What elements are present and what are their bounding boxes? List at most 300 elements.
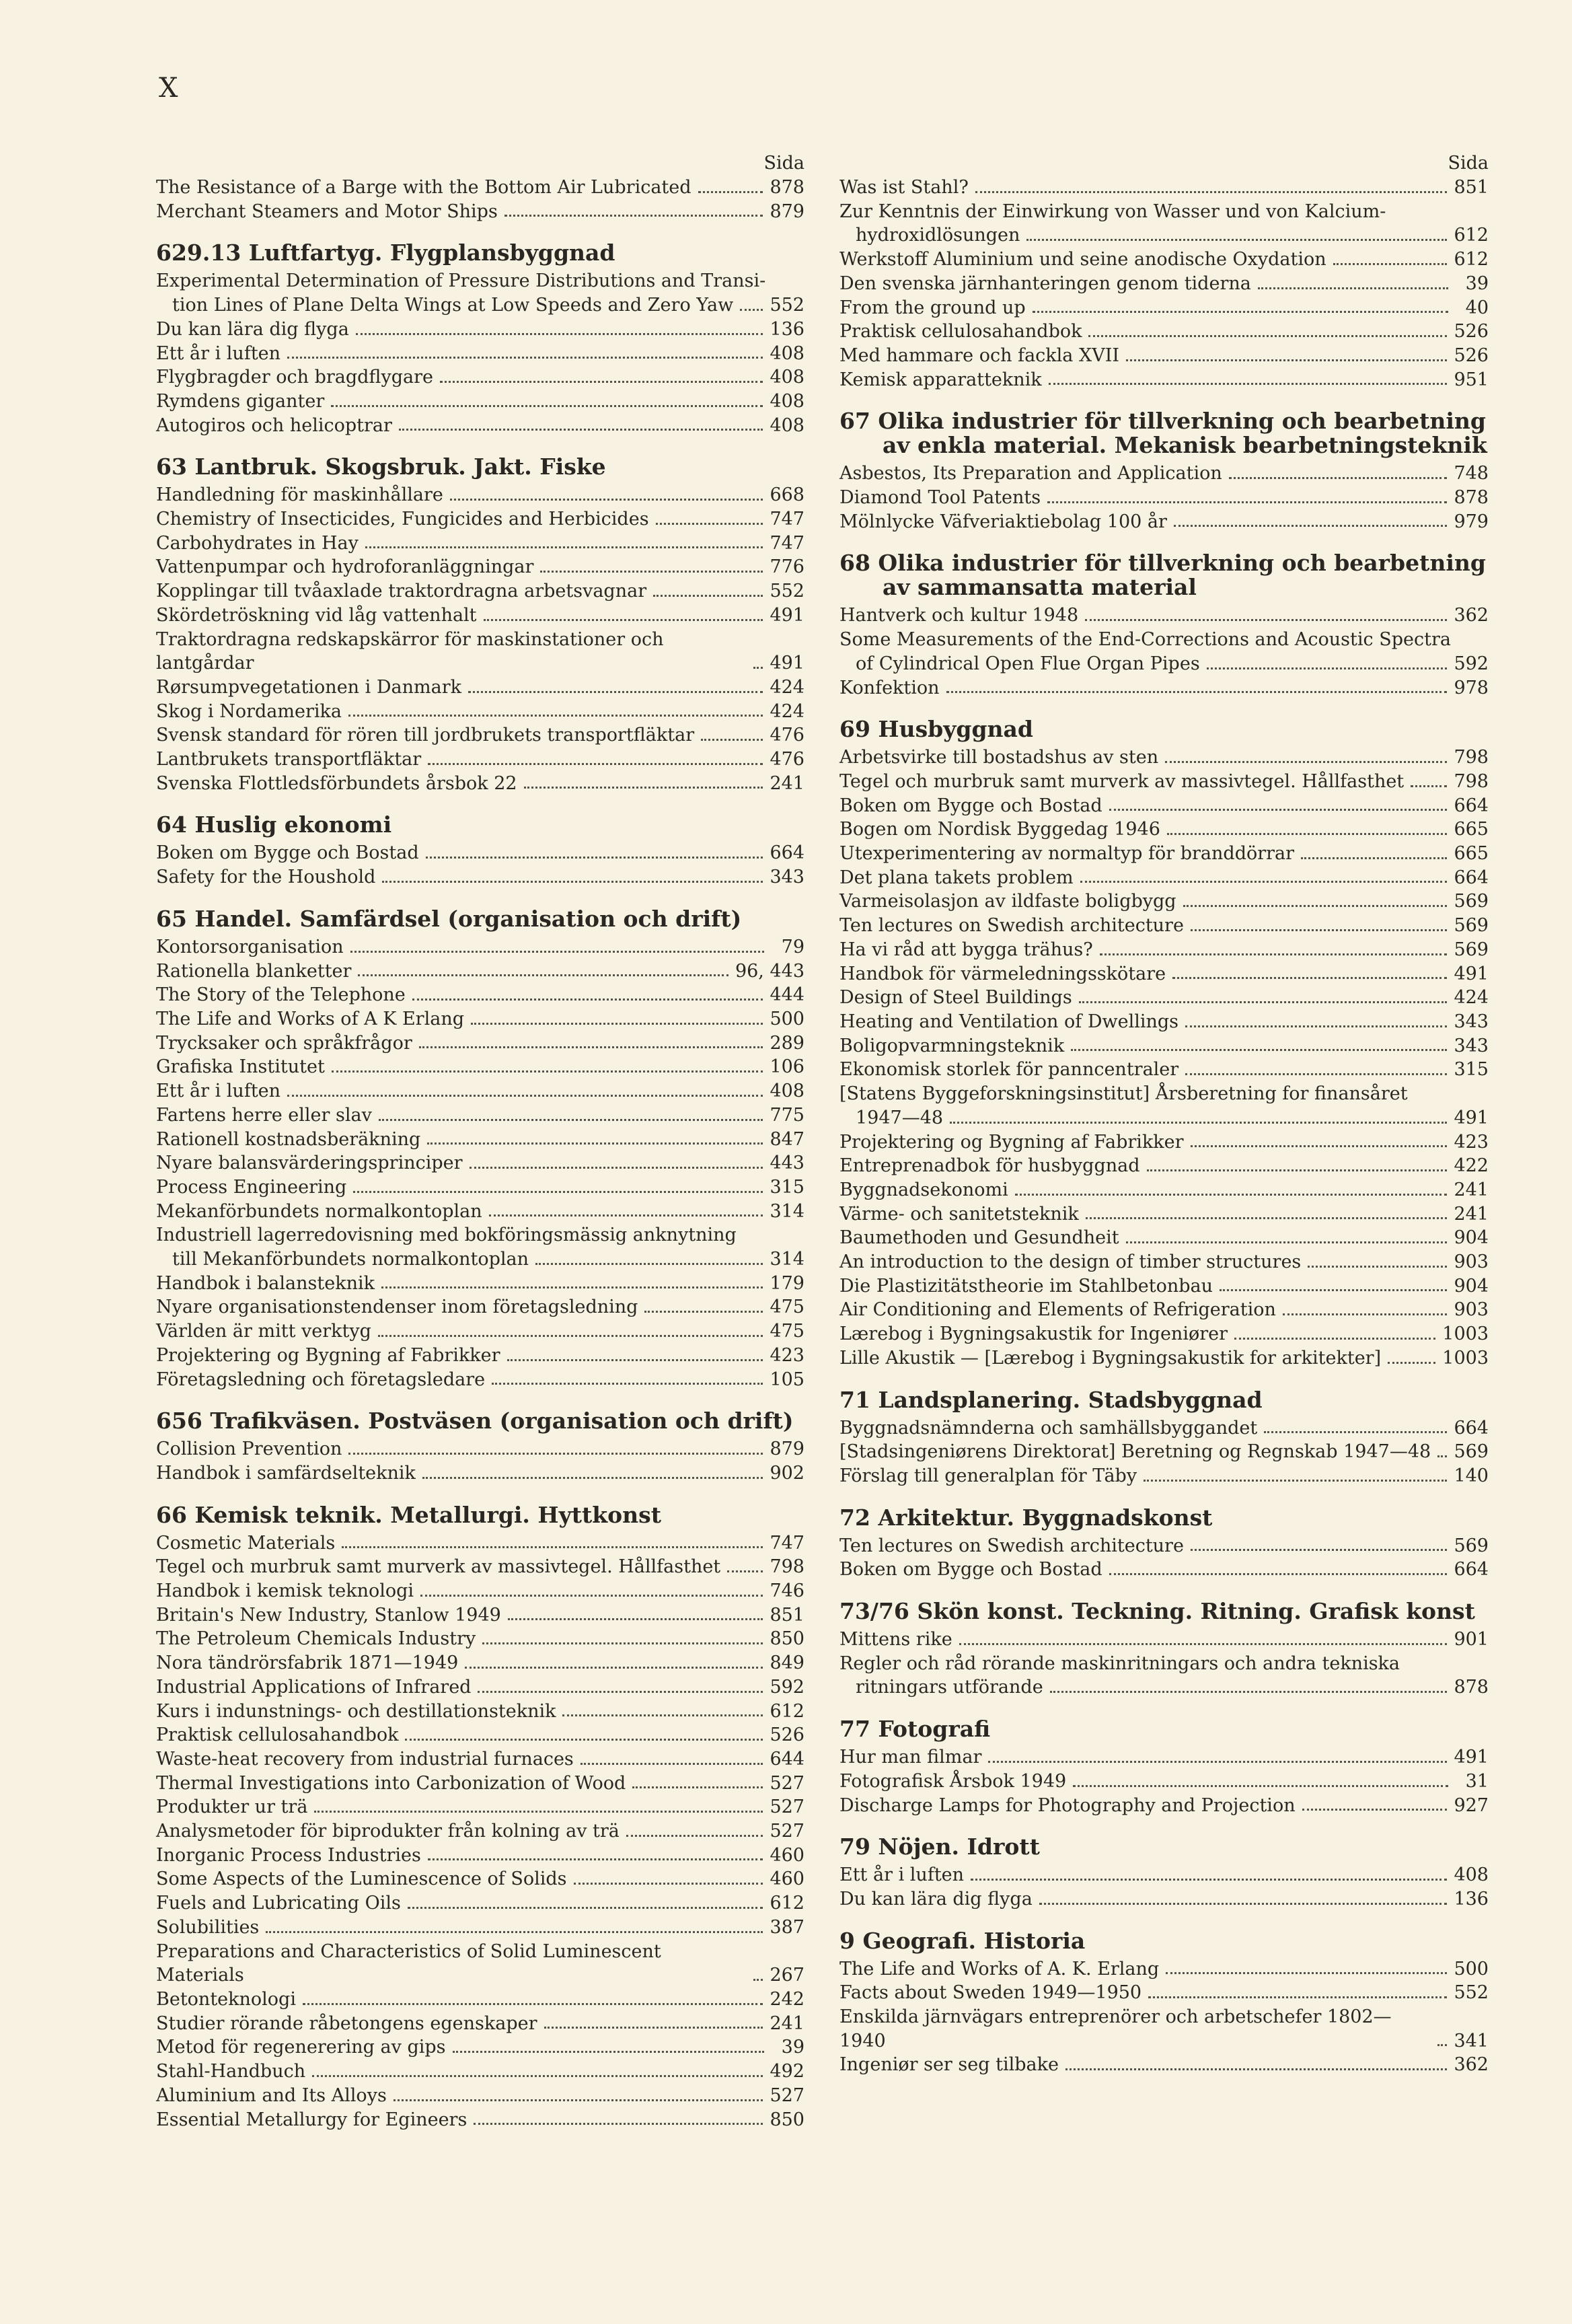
- index-entry: [839, 866, 1489, 890]
- index-entry: [156, 772, 804, 796]
- index-entry: [839, 628, 1489, 676]
- entry-page: 267: [770, 1965, 804, 1986]
- entry-title: Tegel och murbruk samt murverk av massivtegel. Hållfasthet: [156, 1556, 721, 1578]
- dot-leader: [356, 333, 763, 335]
- index-entry: [839, 200, 1489, 248]
- entry-page: 460: [770, 1868, 804, 1890]
- entry-title: Lantbrukets transportfläktar: [156, 749, 422, 770]
- dot-leader: [988, 1761, 1447, 1763]
- entry-page: 343: [1454, 1035, 1489, 1056]
- index-entry: [156, 1723, 804, 1747]
- entry-title: Förslag till generalplan för Täby: [839, 1465, 1137, 1486]
- dot-leader: [399, 429, 763, 431]
- dot-leader: [753, 667, 763, 669]
- index-entry: [156, 676, 804, 700]
- entry-title: Nora tändrörsfabrik 1871—1949: [156, 1653, 459, 1674]
- dot-leader: [1234, 1338, 1435, 1340]
- dot-leader: [581, 1763, 763, 1765]
- dot-leader: [1264, 1431, 1447, 1433]
- entry-title: Hur man filmar: [839, 1747, 982, 1768]
- entry-page: 951: [1454, 369, 1489, 390]
- entry-page: 444: [770, 984, 804, 1006]
- entry-title: Essential Metallurgy for Egineers: [156, 2109, 467, 2130]
- dot-leader: [1301, 857, 1447, 859]
- dot-leader: [1109, 1573, 1448, 1575]
- entry-title: Traktordragna redskapskärror för maskinstationer och lantgårdar: [156, 628, 664, 674]
- entry-page: 664: [1454, 1559, 1489, 1581]
- dot-leader: [698, 191, 763, 193]
- entry-page: 422: [1454, 1155, 1489, 1177]
- dot-leader: [1080, 881, 1448, 883]
- entry-page: 668: [770, 484, 804, 506]
- dot-leader: [426, 857, 763, 859]
- index-entry: [839, 1652, 1489, 1700]
- dot-leader: [1191, 1549, 1448, 1551]
- entry-title: Svenska Flottledsförbundets årsbok 22: [156, 772, 517, 794]
- entry-title: Produkter ur trä: [156, 1796, 308, 1818]
- dot-leader: [440, 381, 763, 383]
- index-entry: [156, 1055, 804, 1079]
- index-entry: [156, 2084, 804, 2108]
- section-heading: [839, 551, 1489, 600]
- index-entry: [156, 604, 804, 628]
- dot-leader: [353, 1191, 763, 1193]
- dot-leader: [1049, 383, 1448, 385]
- entry-title: The Life and Works of A. K. Erlang: [839, 1958, 1160, 1980]
- entry-title: Enskilda järnvägars entreprenörer och arbetschefer 1802—1940: [839, 2006, 1392, 2051]
- section-heading: [839, 717, 1489, 741]
- entry-title: Företagsledning och företagsledare: [156, 1369, 486, 1390]
- dot-leader: [1166, 1972, 1447, 1974]
- dot-leader: [653, 595, 763, 597]
- index-entry: [156, 1128, 804, 1152]
- index-entry: [839, 320, 1489, 344]
- section-heading: [156, 813, 804, 837]
- index-entry: [156, 483, 804, 507]
- entry-page: 851: [770, 1604, 804, 1626]
- dot-leader: [1183, 905, 1448, 907]
- entry-title: Design of Steel Buildings: [839, 987, 1072, 1009]
- dot-leader: [1126, 1241, 1448, 1243]
- index-entry: [839, 1274, 1489, 1299]
- index-entry: [839, 1130, 1489, 1155]
- entry-page: 903: [1454, 1299, 1489, 1321]
- dot-leader: [1411, 785, 1447, 787]
- index-entry: [156, 200, 804, 224]
- entry-page: 901: [1454, 1629, 1489, 1650]
- entry-title: Fotografisk Årsbok 1949: [839, 1770, 1067, 1792]
- entry-page: 408: [1454, 1864, 1489, 1886]
- section-heading: [839, 409, 1489, 458]
- entry-title: Studier rörande råbetongens egenskaper: [156, 2012, 537, 2034]
- entry-title: Chemistry of Insecticides, Fungicides and Herbicides: [156, 509, 649, 530]
- entry-title: Handledning för maskinhållare: [156, 484, 443, 506]
- entry-page: 241: [1454, 1179, 1489, 1200]
- index-entry: [839, 746, 1489, 770]
- entry-title: Preparations and Characteristics of Solid Luminescent Materials: [156, 1940, 661, 1986]
- dot-leader: [266, 1931, 763, 1933]
- entry-page: 242: [770, 1989, 804, 2010]
- entry-title: The Petroleum Chemicals Industry: [156, 1628, 476, 1650]
- dot-leader: [358, 974, 728, 976]
- index-entry: [839, 1010, 1489, 1034]
- index-entry: [839, 176, 1489, 200]
- entry-page: 904: [1454, 1275, 1489, 1297]
- entry-title: Ten lectures on Swedish architecture: [839, 1535, 1184, 1556]
- entry-page: 878: [770, 177, 804, 198]
- section-heading: [156, 1503, 804, 1527]
- entry-title: Tegel och murbruk samt murverk av massivtegel. Hållfasthet: [839, 770, 1405, 792]
- entry-page: 979: [1454, 511, 1489, 532]
- entry-title: Byggnadsnämnderna och samhällsbyggandet: [839, 1417, 1258, 1439]
- index-entry: [839, 462, 1489, 486]
- dot-leader: [287, 1095, 763, 1097]
- entry-title: Regler och råd rörande maskinritningars och andra tekniska: [839, 1653, 1400, 1674]
- entry-title: Trycksaker och språkfrågor: [156, 1032, 412, 1054]
- entry-page: 475: [770, 1321, 804, 1342]
- entry-title: Boligopvarmningsteknik: [839, 1035, 1065, 1056]
- entry-title: Was ist Stahl?: [839, 177, 969, 198]
- dot-leader: [303, 2003, 763, 2005]
- section-heading-line: 656 Trafikväsen. Postväsen (organisation och drift): [156, 1408, 794, 1435]
- section-heading-line: 73/76 Skön konst. Teckning. Ritning. Grafisk konst: [839, 1598, 1475, 1625]
- entry-page: 552: [1454, 1982, 1489, 2004]
- index-entry: [839, 1770, 1489, 1794]
- entry-page: 851: [1454, 177, 1489, 198]
- entry-page: 798: [1454, 747, 1489, 768]
- entry-page: 39: [781, 2037, 804, 2058]
- dot-leader: [1047, 501, 1447, 503]
- entry-page: 476: [770, 749, 804, 770]
- section-heading-line: 68 Olika industrier för tillverkning och bearbetning: [839, 550, 1486, 577]
- section-heading-line: av enkla material. Mekanisk bearbetningsteknik: [883, 432, 1487, 459]
- dot-leader: [971, 1879, 1447, 1881]
- entry-title: The Life and Works of A K Erlang: [156, 1008, 464, 1029]
- index-entry: [839, 1226, 1489, 1250]
- section-heading-line: 66 Kemisk teknik. Metallurgi. Hyttkonst: [156, 1501, 661, 1528]
- dot-leader: [1065, 2068, 1448, 2070]
- dot-leader: [350, 951, 764, 953]
- entry-title: Air Conditioning and Elements of Refrigeration: [839, 1299, 1276, 1321]
- dot-leader: [1165, 761, 1447, 763]
- section-heading: [839, 1835, 1489, 1859]
- entry-title: Solubilities: [156, 1916, 260, 1938]
- index-entry: [156, 507, 804, 532]
- entry-page: 315: [770, 1176, 804, 1198]
- entry-title: Some Aspects of the Luminescence of Solids: [156, 1868, 567, 1890]
- entry-title: Analysmetoder för biprodukter från kolning av trä: [156, 1821, 620, 1842]
- index-entry: [156, 748, 804, 772]
- entry-title: Skördetröskning vid låg vattenhalt: [156, 604, 477, 626]
- section-heading-line: 64 Huslig ekonomi: [156, 811, 392, 838]
- index-entry: [156, 318, 804, 342]
- entry-title: Die Plastizitätstheorie im Stahlbetonbau: [839, 1275, 1213, 1297]
- entry-page: 592: [1454, 653, 1489, 674]
- index-entry: [156, 176, 804, 200]
- entry-title: Some Measurements of the End-Corrections and Acoustic Spectra: [839, 629, 1451, 651]
- index-entry: [156, 1437, 804, 1461]
- index-entry: [839, 1887, 1489, 1912]
- entry-title: An introduction to the design of timber structures: [839, 1251, 1302, 1273]
- entry-page: 475: [770, 1297, 804, 1318]
- entry-title: Ingeniør ser seg tilbake: [839, 2054, 1059, 2076]
- entry-title: Bogen om Nordisk Byggedag 1946: [839, 819, 1160, 840]
- entry-page: 476: [770, 725, 804, 746]
- index-entry: [839, 962, 1489, 986]
- entry-title: Den svenska järnhanteringen genom tiderna: [839, 273, 1251, 294]
- index-entry: [156, 1368, 804, 1392]
- index-entry: [156, 1867, 804, 1891]
- index-entry: [156, 1891, 804, 1916]
- index-entry: [156, 983, 804, 1007]
- dot-leader: [1148, 1996, 1447, 1998]
- dot-leader: [1207, 667, 1448, 669]
- entry-title: Fuels and Lubricating Oils: [156, 1893, 401, 1914]
- dot-leader: [1126, 359, 1447, 361]
- entry-title: Värme- och sanitetsteknik: [839, 1203, 1079, 1225]
- entry-title: Britain's New Industry, Stanlow 1949: [156, 1604, 501, 1626]
- sida-label: Sida: [1448, 153, 1489, 174]
- entry-page: 569: [1454, 915, 1489, 937]
- sida-label: Sida: [763, 153, 804, 174]
- index-entry: [839, 770, 1489, 794]
- entry-page: 748: [1454, 463, 1489, 484]
- dot-leader: [287, 357, 763, 359]
- entry-title: Mittens rike: [839, 1629, 952, 1650]
- entry-page: 491: [1454, 963, 1489, 984]
- entry-title: Boken om Bygge och Bostad: [156, 842, 419, 864]
- entry-page: 424: [770, 676, 804, 698]
- entry-continuation: [839, 1106, 1489, 1130]
- entry-page: 612: [1454, 249, 1489, 270]
- dot-leader: [314, 1811, 763, 1813]
- entry-page: 241: [770, 2012, 804, 2034]
- entry-title: Vattenpumpar och hydroforanläggningar: [156, 556, 534, 578]
- entry-page: 1003: [1442, 1347, 1489, 1369]
- dot-leader: [535, 1263, 763, 1265]
- index-entry: [839, 1794, 1489, 1818]
- entry-page: 491: [770, 604, 804, 626]
- entry-page: 878: [1454, 487, 1489, 509]
- entry-title: Skog i Nordamerika: [156, 700, 342, 722]
- entry-title: Aluminium and Its Alloys: [156, 2084, 387, 2106]
- index-entry: [156, 1700, 804, 1724]
- entry-page: 526: [1454, 344, 1489, 366]
- entry-page: 491: [1454, 1747, 1489, 1768]
- entry-title: Experimental Determination of Pressure Distributions and Transi-: [156, 270, 766, 292]
- dot-leader: [450, 499, 763, 501]
- index-entry: [839, 604, 1489, 628]
- entry-title: From the ground up: [839, 297, 1026, 318]
- index-entry: [839, 1202, 1489, 1227]
- entry-title: Discharge Lamps for Photography and Projection: [839, 1794, 1296, 1816]
- section-heading: [839, 1929, 1489, 1953]
- entry-page: 314: [770, 1249, 804, 1270]
- entry-page: 408: [770, 390, 804, 412]
- entry-title: Kemisk apparatteknik: [839, 369, 1042, 390]
- dot-leader: [1258, 287, 1448, 289]
- entry-page: 315: [1454, 1059, 1489, 1081]
- dot-leader: [420, 1595, 763, 1597]
- entry-title: Byggnadsekonomi: [839, 1179, 1008, 1200]
- dot-leader: [428, 763, 763, 765]
- section-heading: [839, 1506, 1489, 1530]
- index-entry: [156, 1031, 804, 1056]
- entry-page: 443: [770, 1153, 804, 1174]
- dot-leader: [1191, 929, 1448, 931]
- entry-title: Rymdens giganter: [156, 390, 325, 412]
- section-heading: [156, 907, 804, 931]
- index-entry: [839, 1322, 1489, 1346]
- entry-title: Kurs i indunstnings- och destillationsteknik: [156, 1700, 556, 1722]
- index-entry: [839, 1298, 1489, 1322]
- entry-page: 850: [770, 1628, 804, 1650]
- dot-leader: [701, 739, 763, 741]
- entry-page: 136: [770, 318, 804, 340]
- index-entry: [156, 1344, 804, 1368]
- entry-title: The Resistance of a Barge with the Bottom Air Lubricated: [156, 177, 691, 198]
- index-entry: [156, 1747, 804, 1772]
- entry-page: 849: [770, 1653, 804, 1674]
- entry-page: 879: [770, 201, 804, 222]
- index-entry: [839, 986, 1489, 1010]
- entry-page: 40: [1465, 297, 1489, 318]
- index-column-right: [839, 151, 1489, 2077]
- section-heading-line: 79 Nöjen. Idrott: [839, 1833, 1040, 1860]
- index-entry: [156, 1579, 804, 1603]
- dot-leader: [419, 1046, 763, 1048]
- dot-leader: [1191, 1145, 1448, 1147]
- dot-leader: [959, 1643, 1448, 1645]
- entry-title: Världen är mitt verktyg: [156, 1321, 371, 1342]
- index-entry: [156, 1295, 804, 1319]
- entry-continuation: [156, 1247, 804, 1272]
- dot-leader: [1144, 1480, 1447, 1482]
- entry-page: 569: [1454, 891, 1489, 912]
- dot-leader: [632, 1786, 763, 1788]
- dot-leader: [1388, 1362, 1435, 1364]
- entry-title: Ten lectures on Swedish architecture: [839, 915, 1184, 937]
- dot-leader: [1437, 1455, 1447, 1457]
- entry-page: 341: [1454, 2030, 1489, 2051]
- index-entry: [156, 1200, 804, 1224]
- section-heading: [839, 1717, 1489, 1741]
- entry-page: 552: [770, 295, 804, 316]
- entry-continuation: [839, 652, 1489, 676]
- dot-leader: [1079, 1001, 1448, 1003]
- index-entry: [839, 1250, 1489, 1274]
- page-number: X: [159, 73, 178, 104]
- dot-leader: [382, 881, 763, 883]
- entry-title: Nyare organisationstendenser inom företagsledning: [156, 1297, 638, 1318]
- entry-title: Zur Kenntnis der Einwirkung von Wasser und von Kalcium-: [839, 201, 1386, 222]
- dot-leader: [508, 1618, 763, 1620]
- dot-leader: [365, 546, 763, 548]
- dot-leader: [312, 2075, 763, 2077]
- dot-leader: [1174, 525, 1448, 527]
- entry-title: Facts about Sweden 1949—1950: [839, 1982, 1142, 2004]
- entry-title: Ett år i luften: [156, 342, 281, 364]
- entry-title: Praktisk cellulosahandbok: [156, 1724, 399, 1746]
- dot-leader: [1033, 311, 1448, 313]
- entry-title: [Statens Byggeforskningsinstitut] Årsberetning for finansåret: [839, 1083, 1408, 1105]
- index-entry: [839, 889, 1489, 914]
- entry-title: Projektering og Bygning af Fabrikker: [156, 1344, 500, 1366]
- index-entry: [156, 865, 804, 889]
- entry-title: Grafiska Institutet: [156, 1056, 325, 1078]
- dot-leader: [1333, 263, 1448, 265]
- dot-leader: [1302, 1809, 1448, 1811]
- index-entry: [839, 1957, 1489, 1982]
- index-entry: [839, 2053, 1489, 2077]
- index-entry: [156, 532, 804, 556]
- entry-title: Werkstoff Aluminium und seine anodische Oxydation: [839, 249, 1326, 270]
- index-entry: [839, 1154, 1489, 1178]
- entry-title: Ekonomisk storlek för panncentraler: [839, 1059, 1179, 1081]
- entry-title: Stahl-Handbuch: [156, 2061, 306, 2082]
- section-heading: [156, 241, 804, 265]
- index-entry: [839, 914, 1489, 938]
- entry-page: 343: [770, 867, 804, 888]
- entry-page: 798: [770, 1556, 804, 1578]
- dot-leader: [656, 523, 763, 525]
- dot-leader: [381, 1286, 763, 1288]
- entry-page: 850: [770, 2109, 804, 2130]
- index-entry: [156, 1916, 804, 1940]
- entry-title: Med hammare och fackla XVII: [839, 344, 1120, 366]
- entry-title-cont: ritningars utförande: [856, 1677, 1043, 1698]
- dot-leader: [1147, 1169, 1448, 1171]
- entry-page: 612: [1454, 225, 1489, 246]
- entry-title: Boken om Bygge och Bostad: [839, 795, 1102, 816]
- entry-title-cont: tion Lines of Plane Delta Wings at Low Speeds and Zero Yaw: [172, 295, 734, 316]
- entry-page: 423: [770, 1344, 804, 1366]
- entry-page: 664: [1454, 795, 1489, 816]
- index-entry: [839, 938, 1489, 962]
- dot-leader: [1026, 239, 1447, 241]
- entry-page: 775: [770, 1104, 804, 1126]
- index-entry: [156, 414, 804, 438]
- dot-leader: [1088, 335, 1447, 337]
- entry-page: 776: [770, 556, 804, 578]
- entry-title: Handbok i samfärdselteknik: [156, 1462, 416, 1484]
- index-entry: [156, 269, 804, 317]
- entry-page: 526: [770, 1724, 804, 1746]
- index-entry: [839, 272, 1489, 296]
- entry-page: 140: [1454, 1465, 1489, 1486]
- entry-title: Industriell lagerredovisning med bokföringsmässig anknytning: [156, 1225, 737, 1246]
- dot-leader: [540, 571, 763, 573]
- dot-leader: [482, 1642, 763, 1644]
- entry-title: Metod för regenerering av gips: [156, 2037, 446, 2058]
- index-entry: [156, 1175, 804, 1200]
- entry-page: 424: [770, 700, 804, 722]
- entry-page: 612: [770, 1700, 804, 1722]
- entry-page: 491: [770, 653, 804, 674]
- entry-page: 552: [770, 581, 804, 602]
- dot-leader: [1437, 2044, 1447, 2046]
- entry-page: 491: [1454, 1107, 1489, 1128]
- entry-title: Asbestos, Its Preparation and Application: [839, 463, 1222, 484]
- entry-page: 408: [770, 367, 804, 388]
- dot-leader: [422, 1477, 763, 1479]
- section-heading: [156, 1409, 804, 1433]
- dot-leader: [1220, 1289, 1447, 1291]
- entry-title: Konfektion: [839, 677, 940, 698]
- entry-title: Ett år i luften: [839, 1864, 965, 1886]
- entry-page: 747: [770, 1532, 804, 1554]
- index-entry: [156, 342, 804, 366]
